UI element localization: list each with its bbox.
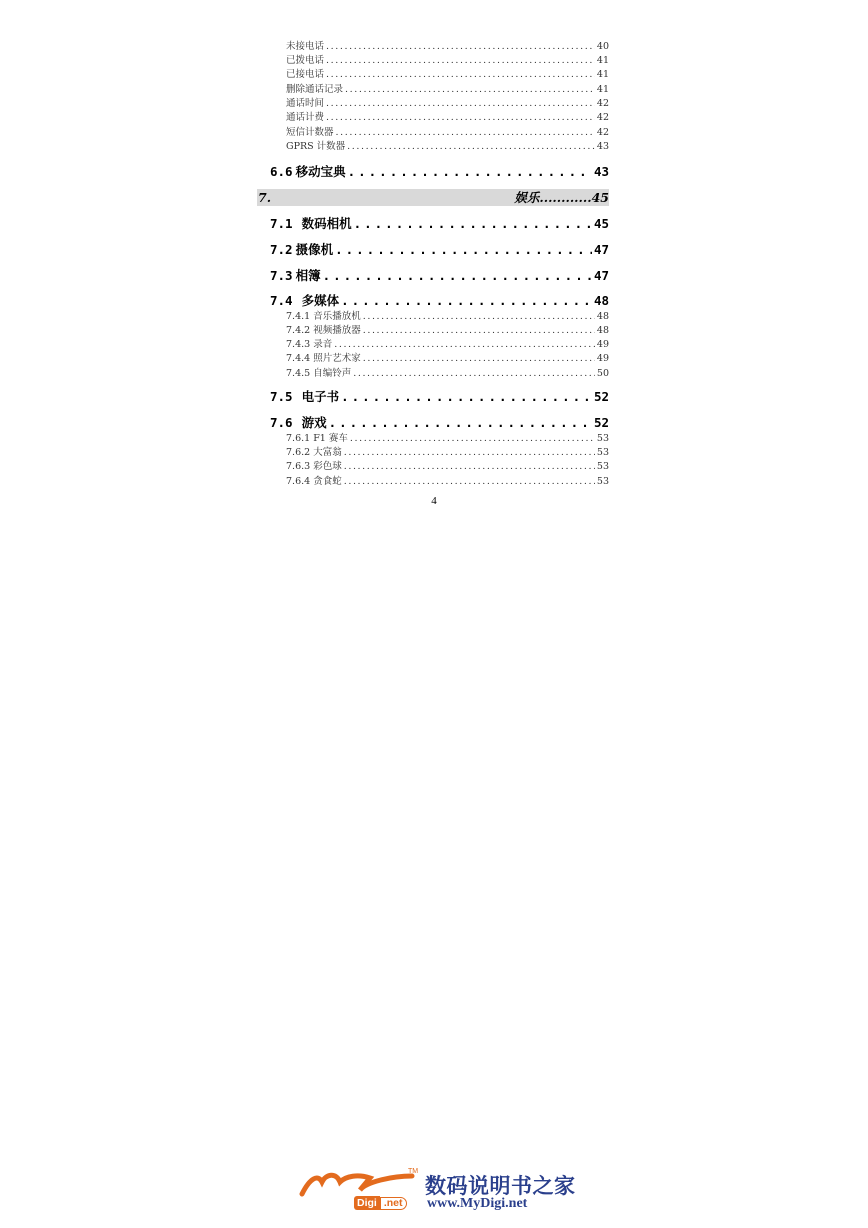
toc-entry-page: 42 [596, 112, 609, 123]
toc-section-7-1[interactable] [270, 216, 609, 232]
toc-entry-label: 已拨电话 [286, 55, 325, 66]
toc-entry-page: 41 [596, 55, 609, 66]
section-title: 数码相机 [301, 216, 352, 231]
toc-entry-page: 40 [596, 41, 609, 52]
toc-entry[interactable] [286, 97, 609, 111]
logo-url[interactable]: www.MyDigi.net [427, 1196, 528, 1211]
leader-dots [344, 475, 595, 489]
toc-entry-label: 已接电话 [286, 69, 325, 80]
toc-entry[interactable] [286, 83, 609, 97]
section-page: 47 [593, 268, 609, 283]
leader-dots [326, 97, 595, 111]
section-number: 7.2 [270, 242, 293, 257]
toc-entry[interactable] [286, 475, 609, 489]
toc-entry-label: 7.4.1 音乐播放机 [286, 311, 361, 322]
toc-entry-label: 7.6.4 贪食蛇 [286, 476, 342, 487]
toc-section-7-6[interactable] [270, 415, 609, 431]
toc-entry-page: 49 [596, 353, 609, 364]
leader-dots [329, 415, 592, 431]
toc-section-7-2[interactable] [270, 242, 609, 258]
toc-entry-page: 41 [596, 69, 609, 80]
chapter-number: 7. [258, 190, 272, 205]
section-number: 7.6 [270, 415, 293, 430]
leader-dots [350, 432, 595, 446]
leader-dots [344, 446, 595, 460]
toc-entry[interactable] [286, 324, 609, 338]
toc-entry-label: 通话计费 [286, 112, 325, 123]
section-page: 45 [593, 216, 609, 231]
toc-entry-page: 50 [596, 368, 609, 379]
section-title: 摄像机 [295, 242, 334, 257]
section-number: 7.5 [270, 389, 293, 404]
section-title: 相簿 [295, 268, 321, 283]
toc-entry[interactable] [286, 68, 609, 82]
leader-dots [363, 324, 595, 338]
toc-entry[interactable] [286, 140, 609, 154]
toc-entry-page: 53 [596, 461, 609, 472]
leader-dots [353, 367, 595, 381]
leader-dots [334, 338, 595, 352]
badge-left-text: Digi [354, 1196, 380, 1210]
logo-chinese-name: 数码说明书之家 [425, 1174, 576, 1198]
toc-entry-label: 7.4.2 视频播放器 [286, 325, 361, 336]
section-title: 游戏 [301, 415, 327, 430]
chapter-page: 45 [591, 190, 609, 205]
toc-entry-page: 48 [596, 311, 609, 322]
toc-entry-page: 53 [596, 476, 609, 487]
toc-entry-label: 7.6.2 大富翁 [286, 447, 342, 458]
leader-dots: ............ [539, 190, 592, 205]
chapter-title: 娱乐 [514, 190, 540, 205]
trademark-mark: TM [408, 1168, 419, 1175]
section-page: 52 [593, 415, 609, 430]
toc-section-7-4[interactable] [270, 293, 609, 309]
toc-entry-page: 53 [596, 433, 609, 444]
toc-entry-page: 53 [596, 447, 609, 458]
chapter-title-group [514, 189, 609, 206]
section-title: 移动宝典 [295, 164, 346, 179]
section-title: 电子书 [301, 389, 340, 404]
leader-dots [336, 126, 595, 140]
toc-entry-label: 删除通话记录 [286, 84, 344, 95]
toc-entry-label: 短信计数器 [286, 127, 334, 138]
toc-entry-label: 7.6.3 彩色球 [286, 461, 342, 472]
toc-entry-label: 未接电话 [286, 41, 325, 52]
leader-dots [323, 268, 592, 284]
leader-dots [326, 68, 595, 82]
leader-dots [341, 293, 592, 309]
toc-entry-page: 41 [596, 84, 609, 95]
toc-entry-label: 7.4.3 录音 [286, 339, 333, 350]
toc-chapter-7[interactable] [257, 189, 609, 206]
toc-entry-page: 49 [596, 339, 609, 350]
leader-dots [348, 164, 592, 180]
leader-dots [335, 242, 592, 258]
leader-dots [345, 83, 595, 97]
section-page: 48 [593, 293, 609, 308]
leader-dots [363, 310, 595, 324]
toc-entry[interactable] [286, 126, 609, 140]
toc-entry[interactable] [286, 446, 609, 460]
toc-entry-label: GPRS 计数器 [286, 141, 346, 152]
toc-entry-page: 43 [596, 141, 609, 152]
section-title: 多媒体 [301, 293, 340, 308]
digi-net-badge [354, 1196, 407, 1210]
mydigi-logo[interactable] [296, 1166, 576, 1216]
leader-dots [341, 389, 592, 405]
toc-entry[interactable] [286, 352, 609, 366]
leader-dots [326, 54, 595, 68]
toc-entry-page: 48 [596, 325, 609, 336]
leader-dots [326, 111, 595, 125]
toc-section-7-3[interactable] [270, 268, 609, 284]
toc-section-7-5[interactable] [270, 389, 609, 405]
section-number: 7.3 [270, 268, 293, 283]
toc-entry-label: 7.4.5 自编铃声 [286, 368, 352, 379]
section-number: 7.4 [270, 293, 293, 308]
page-number: 4 [431, 495, 437, 507]
section-page: 43 [593, 164, 609, 179]
toc-entry[interactable] [286, 310, 609, 324]
toc-entry-label: 7.6.1 F1 赛车 [286, 433, 348, 444]
leader-dots [363, 352, 595, 366]
badge-right-text: .net [380, 1197, 407, 1210]
toc-entry[interactable] [286, 432, 609, 446]
toc-entry-page: 42 [596, 127, 609, 138]
toc-section-6-6[interactable] [270, 164, 609, 180]
toc-entry[interactable] [286, 460, 609, 474]
section-page: 47 [593, 242, 609, 257]
toc-entry-label: 7.4.4 照片艺术家 [286, 353, 361, 364]
toc-entry-page: 42 [596, 98, 609, 109]
leader-dots [326, 40, 595, 54]
toc-entry[interactable] [286, 367, 609, 381]
section-number: 6.6 [270, 164, 293, 179]
section-number: 7.1 [270, 216, 293, 231]
section-page: 52 [593, 389, 609, 404]
leader-dots [344, 460, 595, 474]
toc-entry[interactable] [286, 40, 609, 54]
toc-entry[interactable] [286, 111, 609, 125]
toc-entry[interactable] [286, 54, 609, 68]
toc-entry-label: 通话时间 [286, 98, 325, 109]
leader-dots [347, 140, 595, 154]
toc-entry[interactable] [286, 338, 609, 352]
leader-dots [354, 216, 592, 232]
